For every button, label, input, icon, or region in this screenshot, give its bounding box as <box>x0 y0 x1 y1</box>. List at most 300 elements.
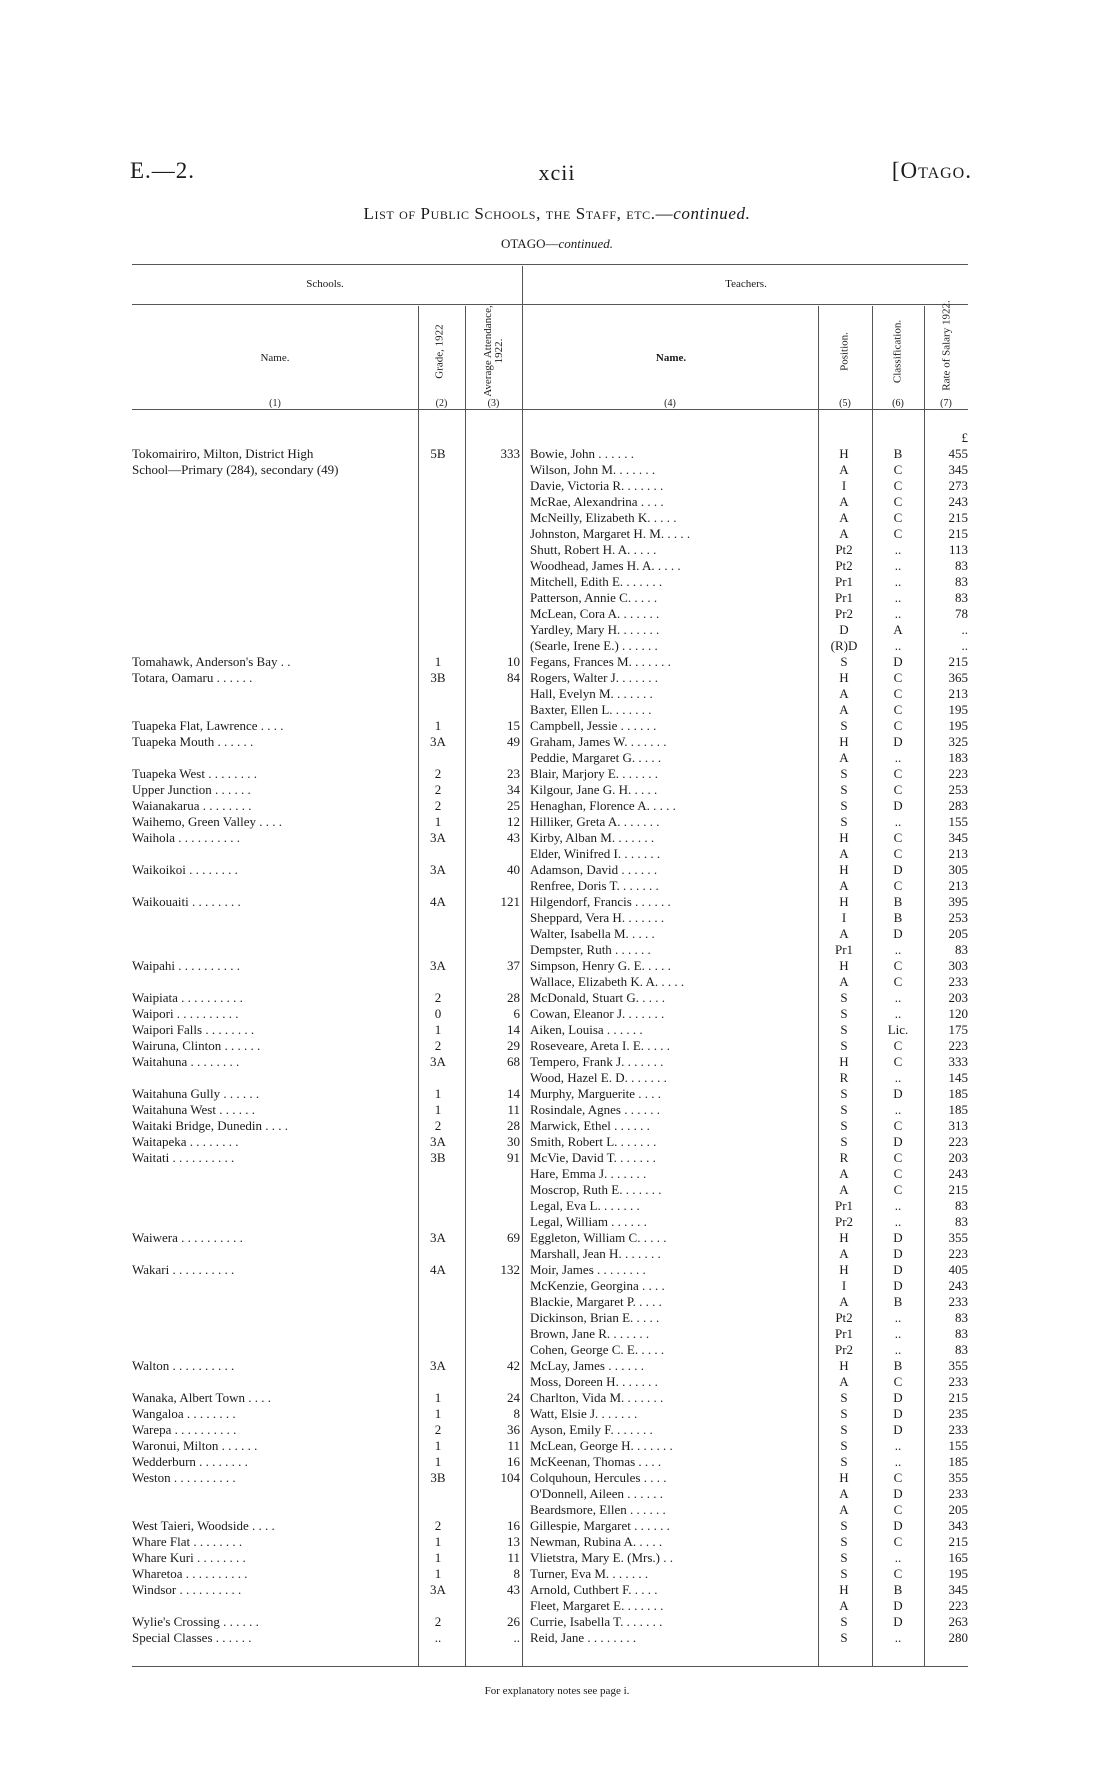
classification-cell: .. <box>894 574 902 589</box>
position-cell: H <box>839 1230 849 1245</box>
table-row <box>0 798 1114 814</box>
school-name-cell: Whare Flat . . . . . . . . <box>132 1534 243 1549</box>
salary-cell: 113 <box>948 542 968 557</box>
classification-cell: C <box>893 974 903 989</box>
page-title <box>0 204 1114 224</box>
attendance-cell: 91 <box>507 1150 520 1165</box>
teacher-name-cell: Watt, Elsie J. . . . . . . <box>530 1406 638 1421</box>
position-cell: H <box>839 670 849 685</box>
attendance-cell: 69 <box>507 1230 520 1245</box>
teacher-name-cell: Simpson, Henry G. E. . . . . <box>530 958 671 973</box>
position-cell: Pr2 <box>834 1214 854 1229</box>
classification-cell: C <box>893 462 903 477</box>
school-name-cell: Waipiata . . . . . . . . . . <box>132 990 243 1005</box>
grade-cell: 3A <box>430 830 446 845</box>
attendance-cell: 11 <box>507 1550 520 1565</box>
teacher-name-cell: Charlton, Vida M. . . . . . . <box>530 1390 664 1405</box>
column-number: (1) <box>269 398 281 409</box>
table-row <box>0 862 1114 878</box>
teacher-name-cell: Beardsmore, Ellen . . . . . . <box>530 1502 666 1517</box>
position-cell: S <box>840 1390 848 1405</box>
classification-cell: C <box>893 1182 903 1197</box>
grade-cell: 3A <box>430 1582 446 1597</box>
teacher-name-cell: McLay, James . . . . . . <box>530 1358 644 1373</box>
salary-cell: 205 <box>948 1502 968 1517</box>
position-cell: A <box>839 1182 849 1197</box>
position-cell: H <box>839 830 849 845</box>
table-row <box>0 846 1114 862</box>
attendance-cell: 68 <box>507 1054 520 1069</box>
position-cell: H <box>839 1054 849 1069</box>
school-name-cell: Waikouaiti . . . . . . . . <box>132 894 241 909</box>
teacher-name-cell: Graham, James W. . . . . . . <box>530 734 667 749</box>
grade-cell: 1 <box>434 1438 442 1453</box>
column-number: (4) <box>664 398 676 409</box>
teacher-name-header: Name. <box>655 352 687 364</box>
school-name-header: Name. <box>260 352 290 364</box>
school-name-cell: Totara, Oamaru . . . . . . <box>132 670 253 685</box>
school-name-cell: Waipori . . . . . . . . . . <box>132 1006 239 1021</box>
position-cell: A <box>839 750 849 765</box>
classification-cell: C <box>893 1374 903 1389</box>
salary-cell: 233 <box>948 1422 968 1437</box>
teacher-name-cell: Hare, Emma J. . . . . . . <box>530 1166 647 1181</box>
salary-cell: 83 <box>955 558 968 573</box>
classification-cell: D <box>893 862 903 877</box>
table-row <box>0 1070 1114 1086</box>
salary-cell: 213 <box>948 846 968 861</box>
table-row <box>0 1326 1114 1342</box>
position-cell: S <box>840 1422 848 1437</box>
school-name-cell: Upper Junction . . . . . . <box>132 782 251 797</box>
classification-cell: D <box>893 926 903 941</box>
salary-cell: 345 <box>948 462 968 477</box>
teacher-name-cell: Sheppard, Vera H. . . . . . . <box>530 910 665 925</box>
attendance-cell: 28 <box>507 990 520 1005</box>
school-name-cell: Walton . . . . . . . . . . <box>132 1358 235 1373</box>
classification-cell: .. <box>894 1630 902 1645</box>
teacher-name-cell: Gillespie, Margaret . . . . . . <box>530 1518 670 1533</box>
page-subtitle <box>0 236 1114 252</box>
table-row <box>0 1198 1114 1214</box>
attendance-header: Average Attendance, 1922. <box>482 305 505 397</box>
table-row <box>0 1262 1114 1278</box>
table-row <box>0 494 1114 510</box>
position-cell: S <box>840 1086 848 1101</box>
table-row <box>0 910 1114 926</box>
salary-cell: 83 <box>955 1198 968 1213</box>
classification-header: Classification. <box>891 319 904 384</box>
teacher-name-cell: Hall, Evelyn M. . . . . . . <box>530 686 653 701</box>
school-name-cell: Wedderburn . . . . . . . . <box>132 1454 248 1469</box>
attendance-cell: 14 <box>507 1086 520 1101</box>
position-cell: R <box>839 1070 849 1085</box>
salary-cell: 233 <box>948 974 968 989</box>
salary-cell: 215 <box>948 510 968 525</box>
salary-cell: 78 <box>955 606 968 621</box>
table-row <box>0 526 1114 542</box>
classification-cell: D <box>893 1390 903 1405</box>
teacher-name-cell: Hilgendorf, Francis . . . . . . <box>530 894 671 909</box>
attendance-cell: 28 <box>507 1118 520 1133</box>
page-number: xcii <box>538 160 576 185</box>
table-row <box>0 1358 1114 1374</box>
teacher-name-cell: Peddie, Margaret G. . . . . <box>530 750 662 765</box>
position-cell: S <box>840 1038 848 1053</box>
teacher-name-cell: Elder, Winifred I. . . . . . . <box>530 846 661 861</box>
salary-cell: 185 <box>948 1086 968 1101</box>
grade-cell: 1 <box>434 1454 442 1469</box>
school-name-cell: Tuapeka West . . . . . . . . <box>132 766 257 781</box>
position-cell: Pr1 <box>834 1198 854 1213</box>
school-name-cell: Tuapeka Mouth . . . . . . <box>132 734 254 749</box>
school-name-cell: Whare Kuri . . . . . . . . <box>132 1550 246 1565</box>
grade-cell: 1 <box>434 1550 442 1565</box>
position-cell: A <box>839 494 849 509</box>
grade-cell: 3B <box>430 670 446 685</box>
classification-cell: D <box>893 1278 903 1293</box>
attendance-cell: 36 <box>507 1422 520 1437</box>
school-name-cell: Weston . . . . . . . . . . <box>132 1470 236 1485</box>
column-header-rule <box>132 409 968 410</box>
salary-cell: 120 <box>948 1006 968 1021</box>
salary-cell: 305 <box>948 862 968 877</box>
grade-cell: 3A <box>430 1358 446 1373</box>
school-name-cell: Wanaka, Albert Town . . . . <box>132 1390 271 1405</box>
school-name-cell: Waitaki Bridge, Dunedin . . . . <box>132 1118 289 1133</box>
schools-group-header: Schools. <box>306 278 344 290</box>
salary-cell: 355 <box>948 1358 968 1373</box>
table-row <box>0 1246 1114 1262</box>
salary-cell: 155 <box>948 814 968 829</box>
classification-cell: .. <box>894 814 902 829</box>
table-row <box>0 1406 1114 1422</box>
classification-cell: .. <box>894 606 902 621</box>
table-row <box>0 1486 1114 1502</box>
teacher-name-cell: Blair, Marjory E. . . . . . . <box>530 766 659 781</box>
salary-cell: 253 <box>948 910 968 925</box>
teacher-name-cell: Woodhead, James H. A. . . . . <box>530 558 681 573</box>
teacher-name-cell: Legal, Eva L. . . . . . . <box>530 1198 640 1213</box>
teacher-name-cell: Cohen, George C. E. . . . . <box>530 1342 665 1357</box>
school-name-cell: Tomahawk, Anderson's Bay . . <box>132 654 291 669</box>
teacher-name-cell: McKeenan, Thomas . . . . <box>530 1454 662 1469</box>
table-row <box>0 894 1114 910</box>
teacher-name-cell: Renfree, Doris T. . . . . . . <box>530 878 659 893</box>
position-cell: A <box>839 1294 849 1309</box>
position-cell: S <box>840 798 848 813</box>
salary-cell: 215 <box>948 1390 968 1405</box>
table-row <box>0 1374 1114 1390</box>
classification-cell: C <box>893 1470 903 1485</box>
table-row <box>0 1454 1114 1470</box>
salary-cell: 303 <box>948 958 968 973</box>
table-row <box>0 1614 1114 1630</box>
position-cell: S <box>840 1534 848 1549</box>
teacher-name-cell: Adamson, David . . . . . . <box>530 862 658 877</box>
attendance-cell: 6 <box>513 1006 520 1021</box>
school-name-cell: Waianakarua . . . . . . . . <box>132 798 252 813</box>
salary-cell: 283 <box>948 798 968 813</box>
position-cell: S <box>840 782 848 797</box>
teacher-name-cell: Newman, Rubina A. . . . . <box>530 1534 663 1549</box>
classification-cell: Lic. <box>887 1022 909 1037</box>
position-cell: S <box>840 1438 848 1453</box>
teacher-name-cell: Rogers, Walter J. . . . . . . <box>530 670 658 685</box>
position-cell: H <box>839 958 849 973</box>
table-row <box>0 750 1114 766</box>
position-cell: S <box>840 654 848 669</box>
salary-cell: 205 <box>948 926 968 941</box>
teacher-name-cell: McDonald, Stuart G. . . . . <box>530 990 666 1005</box>
attendance-cell: 43 <box>507 1582 520 1597</box>
column-number: (6) <box>892 398 904 409</box>
teacher-name-cell: Shutt, Robert H. A. . . . . <box>530 542 657 557</box>
salary-cell: 313 <box>948 1118 968 1133</box>
classification-cell: C <box>893 494 903 509</box>
attendance-cell: 121 <box>500 894 520 909</box>
classification-cell: .. <box>894 1070 902 1085</box>
salary-cell: 213 <box>948 686 968 701</box>
position-cell: S <box>840 814 848 829</box>
salary-cell: 243 <box>948 494 968 509</box>
classification-cell: .. <box>894 1438 902 1453</box>
classification-cell: C <box>893 526 903 541</box>
salary-cell: 83 <box>955 1326 968 1341</box>
classification-cell: B <box>893 894 903 909</box>
classification-cell: C <box>893 782 903 797</box>
school-name-cell: Windsor . . . . . . . . . . <box>132 1582 242 1597</box>
classification-cell: .. <box>894 1550 902 1565</box>
position-cell: A <box>839 462 849 477</box>
grade-cell: 4A <box>430 894 446 909</box>
table-row <box>0 478 1114 494</box>
classification-cell: C <box>893 1534 903 1549</box>
salary-cell: 83 <box>955 1310 968 1325</box>
classification-cell: .. <box>894 1342 902 1357</box>
teacher-name-cell: Kirby, Alban M. . . . . . . <box>530 830 655 845</box>
teacher-name-cell: Walter, Isabella M. . . . . <box>530 926 655 941</box>
school-name-cell: Tokomairiro, Milton, District High <box>132 446 314 461</box>
classification-cell: B <box>893 910 903 925</box>
salary-cell: 215 <box>948 526 968 541</box>
table-row <box>0 942 1114 958</box>
classification-cell: D <box>893 1406 903 1421</box>
grade-cell: 2 <box>434 766 442 781</box>
table-row <box>0 542 1114 558</box>
teacher-name-cell: Fleet, Margaret E. . . . . . . <box>530 1598 664 1613</box>
grade-cell: 3A <box>430 1134 446 1149</box>
table-row <box>0 1054 1114 1070</box>
teacher-name-cell: Eggleton, William C. . . . . <box>530 1230 667 1245</box>
table-row <box>0 1086 1114 1102</box>
region-header: [Otago. <box>891 158 972 183</box>
table-row <box>0 830 1114 846</box>
classification-cell: .. <box>894 942 902 957</box>
school-name-cell: Waipori Falls . . . . . . . . <box>132 1022 255 1037</box>
attendance-cell: 104 <box>500 1470 520 1485</box>
grade-cell: 1 <box>434 814 442 829</box>
subtitle-region: OTAGO— <box>501 236 559 251</box>
school-name-cell: Wairuna, Clinton . . . . . . <box>132 1038 261 1053</box>
table-row <box>0 1102 1114 1118</box>
title-main: List of Public Schools, the Staff, etc.— <box>363 204 674 223</box>
school-name-cell: Warepa . . . . . . . . . . <box>132 1422 237 1437</box>
salary-cell: 215 <box>948 1182 968 1197</box>
teacher-name-cell: Cowan, Eleanor J. . . . . . . <box>530 1006 665 1021</box>
school-name-cell: Wakari . . . . . . . . . . <box>132 1262 235 1277</box>
classification-cell: .. <box>894 1454 902 1469</box>
teacher-name-cell: Baxter, Ellen L. . . . . . . <box>530 702 652 717</box>
position-cell: S <box>840 1454 848 1469</box>
classification-cell: D <box>893 1614 903 1629</box>
classification-cell: .. <box>894 1198 902 1213</box>
table-row <box>0 1534 1114 1550</box>
grade-cell: 2 <box>434 798 442 813</box>
classification-cell: D <box>893 1598 903 1613</box>
position-cell: Pr1 <box>834 942 854 957</box>
teacher-name-cell: Patterson, Annie C. . . . . <box>530 590 658 605</box>
grade-cell: 3A <box>430 862 446 877</box>
salary-cell: 235 <box>948 1406 968 1421</box>
attendance-cell: 16 <box>507 1518 520 1533</box>
teacher-name-cell: Yardley, Mary H. . . . . . . <box>530 622 660 637</box>
table-row <box>0 1006 1114 1022</box>
school-name-cell: Waitahuna West . . . . . . <box>132 1102 255 1117</box>
attendance-cell: 10 <box>507 654 520 669</box>
grade-cell: 3A <box>430 734 446 749</box>
school-name-cell: Waihemo, Green Valley . . . . <box>132 814 282 829</box>
position-cell: Pt2 <box>835 542 853 557</box>
subtitle-continued: continued. <box>558 236 613 251</box>
table-row <box>0 654 1114 670</box>
classification-cell: .. <box>894 590 902 605</box>
grade-header: Grade, 1922 <box>433 324 446 379</box>
classification-cell: C <box>893 702 903 717</box>
table-row <box>0 1470 1114 1486</box>
teacher-name-cell: Fegans, Frances M. . . . . . . <box>530 654 671 669</box>
position-cell: S <box>840 766 848 781</box>
classification-cell: C <box>893 510 903 525</box>
table-row <box>0 782 1114 798</box>
teacher-name-cell: McLean, Cora A. . . . . . . <box>530 606 660 621</box>
teacher-name-cell: Hilliker, Greta A. . . . . . . <box>530 814 660 829</box>
teacher-name-cell: Smith, Robert L. . . . . . . <box>530 1134 657 1149</box>
attendance-cell: 12 <box>507 814 520 829</box>
table-row <box>0 686 1114 702</box>
grade-cell: 1 <box>434 1566 442 1581</box>
table-row <box>0 1294 1114 1310</box>
attendance-cell: 25 <box>507 798 520 813</box>
grade-cell: 2 <box>434 1518 442 1533</box>
classification-cell: .. <box>894 1214 902 1229</box>
classification-cell: C <box>893 478 903 493</box>
classification-cell: D <box>893 734 903 749</box>
salary-cell: 195 <box>948 1566 968 1581</box>
teacher-name-cell: Campbell, Jessie . . . . . . <box>530 718 657 733</box>
salary-cell: 253 <box>948 782 968 797</box>
salary-cell: 325 <box>948 734 968 749</box>
table-row <box>0 606 1114 622</box>
attendance-cell: 15 <box>507 718 520 733</box>
position-cell: S <box>840 1518 848 1533</box>
school-name-cell: Waikoikoi . . . . . . . . <box>132 862 238 877</box>
teacher-name-cell: Moss, Doreen H. . . . . . . <box>530 1374 658 1389</box>
position-cell: I <box>841 1278 847 1293</box>
classification-cell: C <box>893 1038 903 1053</box>
classification-cell: .. <box>894 638 902 653</box>
table-row <box>0 446 1114 462</box>
position-cell: Pr1 <box>834 590 854 605</box>
grade-cell: 5B <box>430 446 446 461</box>
classification-cell: B <box>893 1582 903 1597</box>
table-row <box>0 638 1114 654</box>
table-row <box>0 1502 1114 1518</box>
position-cell: S <box>840 1614 848 1629</box>
teacher-name-cell: Brown, Jane R. . . . . . . <box>530 1326 650 1341</box>
school-name-cell: Waitahuna . . . . . . . . <box>132 1054 240 1069</box>
salary-cell: 83 <box>955 1214 968 1229</box>
teacher-name-cell: Johnston, Margaret H. M. . . . . <box>530 526 691 541</box>
table-row <box>0 926 1114 942</box>
classification-cell: C <box>893 1054 903 1069</box>
salary-cell: 215 <box>948 1534 968 1549</box>
table-row <box>0 1118 1114 1134</box>
attendance-cell: 23 <box>507 766 520 781</box>
salary-cell: .. <box>961 638 968 653</box>
attendance-cell: 30 <box>507 1134 520 1149</box>
table-row <box>0 1582 1114 1598</box>
salary-cell: 233 <box>948 1294 968 1309</box>
teacher-name-cell: Turner, Eva M. . . . . . . <box>530 1566 649 1581</box>
table-row <box>0 718 1114 734</box>
salary-cell: 195 <box>948 702 968 717</box>
position-cell: A <box>839 526 849 541</box>
classification-cell: C <box>893 1566 903 1581</box>
classification-cell: C <box>893 1150 903 1165</box>
table-row <box>0 734 1114 750</box>
teacher-name-cell: (Searle, Irene E.) . . . . . . <box>530 638 658 653</box>
position-cell: H <box>839 862 849 877</box>
attendance-cell: 132 <box>500 1262 520 1277</box>
salary-cell: 203 <box>948 1150 968 1165</box>
classification-cell: B <box>893 1358 903 1373</box>
grade-cell: 3A <box>430 958 446 973</box>
table-row <box>0 878 1114 894</box>
position-cell: A <box>839 510 849 525</box>
table-row <box>0 1310 1114 1326</box>
attendance-cell: 333 <box>500 446 520 461</box>
teacher-name-cell: Ayson, Emily F. . . . . . . <box>530 1422 653 1437</box>
position-cell: A <box>839 1502 849 1517</box>
teacher-name-cell: Roseveare, Areta I. E. . . . . <box>530 1038 671 1053</box>
salary-cell: 223 <box>948 1134 968 1149</box>
column-number: (5) <box>839 398 851 409</box>
salary-cell: 185 <box>948 1102 968 1117</box>
classification-cell: D <box>893 654 903 669</box>
position-cell: S <box>840 718 848 733</box>
position-cell: A <box>839 878 849 893</box>
salary-cell: 233 <box>948 1374 968 1389</box>
classification-cell: C <box>893 1502 903 1517</box>
teacher-name-cell: McNeilly, Elizabeth K. . . . . <box>530 510 677 525</box>
position-cell: S <box>840 1406 848 1421</box>
grade-cell: 3A <box>430 1054 446 1069</box>
attendance-cell: 43 <box>507 830 520 845</box>
teacher-name-cell: Colquhoun, Hercules . . . . <box>530 1470 667 1485</box>
table-row <box>0 1550 1114 1566</box>
position-cell: H <box>839 894 849 909</box>
